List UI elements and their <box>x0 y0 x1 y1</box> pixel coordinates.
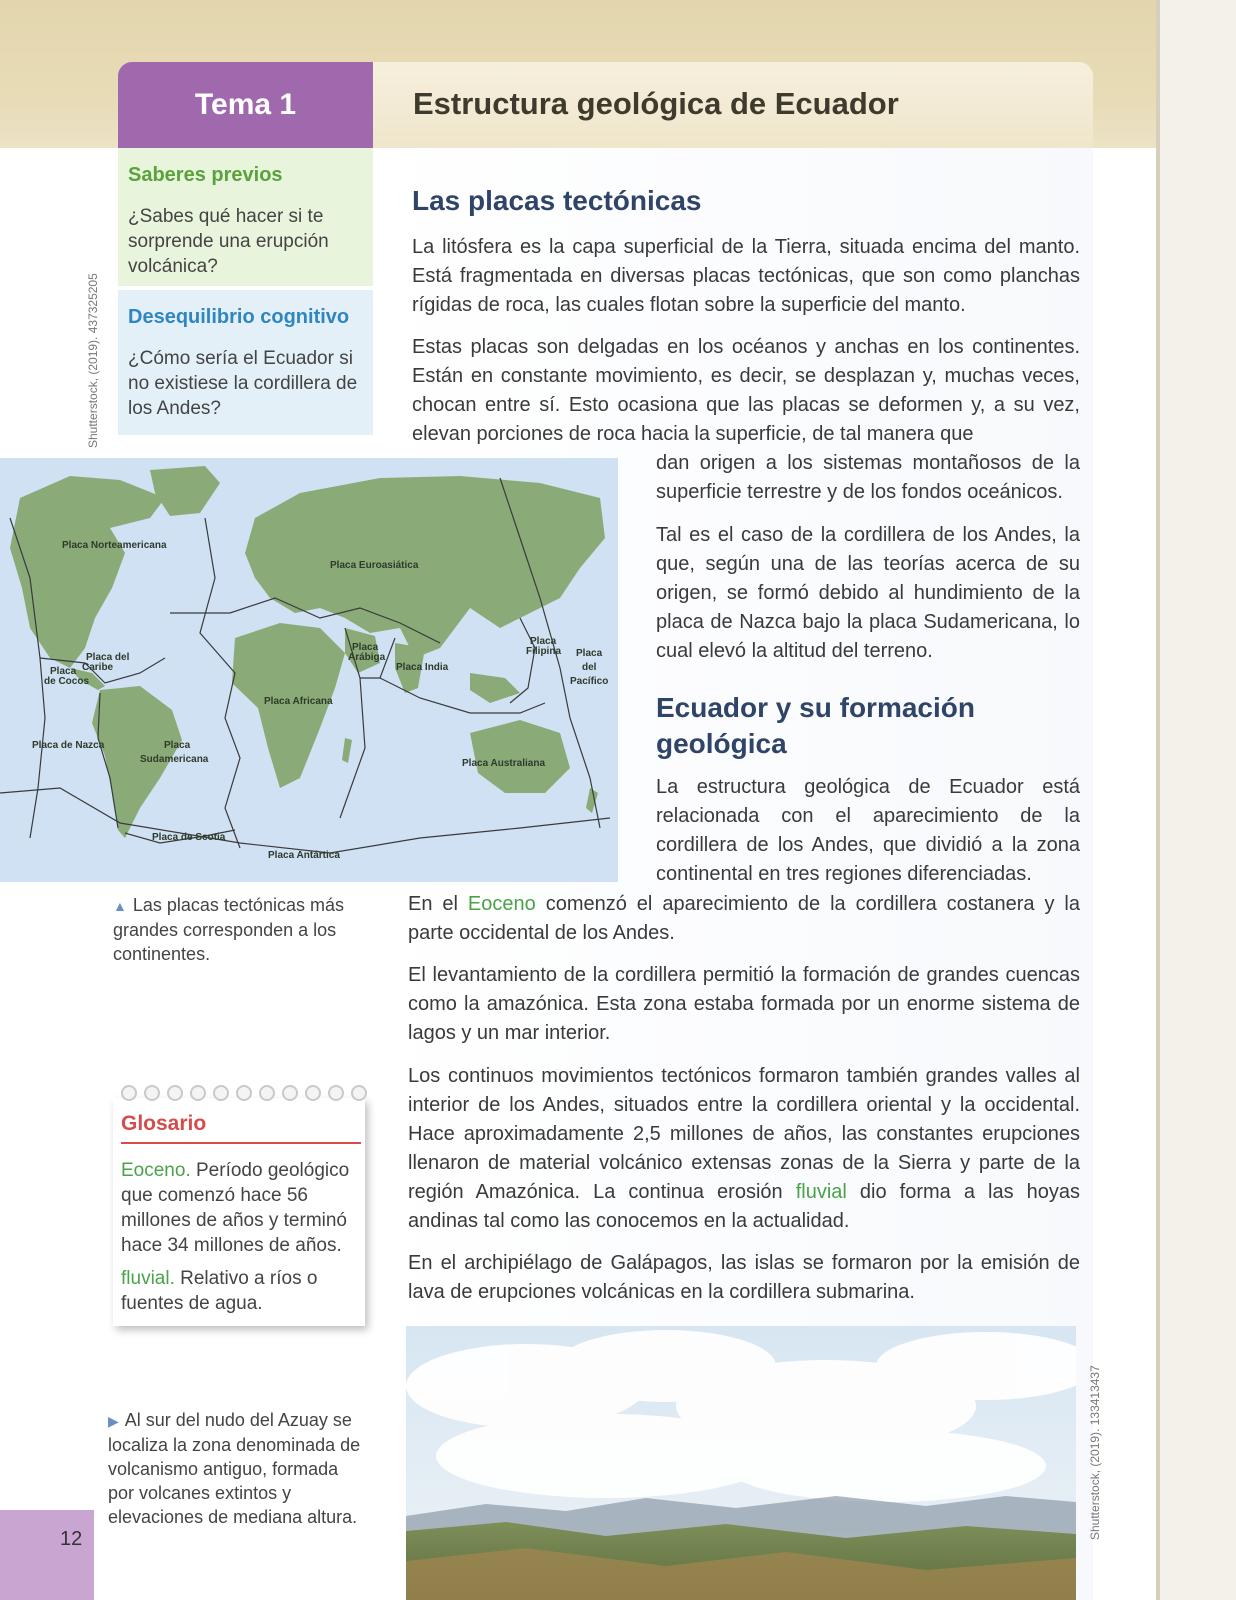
label-placa-pacifico-2: del <box>582 662 597 673</box>
ring <box>305 1085 321 1101</box>
label-placa-india: Placa India <box>396 662 449 673</box>
text-post: comenzó el aparecimiento de la cordillera costanera y la parte occidental de los Andes. <box>408 893 1080 944</box>
label-placa-caribe-2: Caribe <box>82 662 114 673</box>
azuay-caption-text: Al sur del nudo del Azuay se localiza la zona denominada de volcanismo antiguo, formada por volcanes extintos y elevaciones de mediana altura. <box>108 1410 361 1527</box>
ring <box>259 1085 275 1101</box>
saberes-previos-title: Saberes previos <box>128 164 283 186</box>
spiral-rings <box>118 1085 370 1105</box>
ring <box>167 1085 183 1101</box>
map-caption <box>113 893 363 966</box>
ring <box>282 1085 298 1101</box>
desequilibrio-box <box>118 290 373 435</box>
paragraph-galapagos: En el archipiélago de Galápagos, las islas se formaron por la emisión de lava de erupciones volcánicas en la cordillera submarina. <box>408 1252 1080 1303</box>
glosario-entry-eoceno <box>121 1158 359 1258</box>
label-placa-sudamericana-1: Placa <box>164 740 191 751</box>
ring <box>236 1085 252 1101</box>
text-pre: Los continuos movimientos tectónicos formaron también grandes valles al interior de los Andes, situados entre la cordillera oriental y la occidental. Hace aproximadamente 2,5 millones de años, las constantes erupciones llenaron de material volcánico extensas zonas de la Sierra y parte de la región Amazónica. La continua erosión <box>408 1065 1080 1203</box>
glosario-definition: Período geológico que comenzó hace 56 millones de años y terminó hace 34 millones de años. <box>121 1160 350 1256</box>
glosario-term: fluvial. <box>121 1268 175 1289</box>
paragraph-levantamiento: El levantamiento de la cordillera permitió la formación de grandes cuencas como la amazónica. Esta zona estaba formada por un enorme sistema de lagos y un mar interior. <box>408 964 1080 1044</box>
desequilibrio-text: ¿Cómo sería el Ecuador si no existiese la cordillera de los Andes? <box>128 348 358 419</box>
glosario-definition: Relativo a ríos o fuentes de agua. <box>121 1268 318 1314</box>
ring <box>144 1085 160 1101</box>
photo-credit-landscape: Shutterstock, (2019). 133413437 <box>1088 1365 1102 1540</box>
label-placa-cocos-2: de Cocos <box>44 676 90 687</box>
label-placa-arabiga-1: Placa <box>352 642 379 653</box>
label-placa-caribe-1: Placa del <box>86 652 130 663</box>
label-placa-filipina-2: Filipina <box>526 646 561 657</box>
saberes-previos-text: ¿Sabes qué hacer si te sorprende una erupción volcánica? <box>128 206 329 277</box>
ring <box>351 1085 367 1101</box>
label-placa-antartica: Placa Antártica <box>268 850 340 861</box>
glosario-box <box>113 1098 365 1326</box>
map-caption-text: Las placas tectónicas más grandes corresponden a los continentes. <box>113 895 344 964</box>
glosario-term: Eoceno. <box>121 1160 191 1181</box>
section-title-placas: Las placas tectónicas <box>412 185 702 216</box>
section-title-ecuador-line2: geológica <box>656 728 787 759</box>
ring <box>121 1085 137 1101</box>
tectonic-plates-map <box>0 458 618 882</box>
andes-landscape-photo <box>406 1326 1076 1600</box>
glosario-entry-fluvial <box>121 1266 359 1316</box>
paragraph-sistemas-montanosos: dan origen a los sistemas montañosos de la superficie terrestre y de los fondos oceánicos. <box>656 452 1080 503</box>
paragraph-movimientos <box>408 1062 1080 1236</box>
photo-credit-map: Shutterstock, (2019). 437325205 <box>86 273 100 448</box>
paragraph-estructura: La estructura geológica de Ecuador está relacionada con el aparecimiento de la cordillera de los Andes, que dividió a la zona continental en tres regiones diferenciadas. <box>656 776 1080 885</box>
paragraph-placas-movimiento: Estas placas son delgadas en los océanos y anchas en los continentes. Están en constante movimiento, es decir, se desplazan y, muchas veces, chocan entre sí. Esto ocasiona que las placas se deformen y, a su vez, elevan porciones de roca hacia la superficie, de tal manera que <box>412 336 1080 445</box>
right-margin <box>1160 0 1236 1600</box>
triangle-up-icon: ▲ <box>113 898 127 914</box>
section-title-ecuador-line1: Ecuador y su formación <box>656 692 975 723</box>
label-placa-pacifico-1: Placa <box>576 648 603 659</box>
label-placa-arabiga-2: Arábiga <box>348 652 386 663</box>
text-pre: En el <box>408 893 468 915</box>
label-placa-pacifico-3: Pacífico <box>570 676 609 687</box>
term-eoceno: Eoceno <box>467 893 536 915</box>
page-title: Estructura geológica de Ecuador <box>413 86 899 121</box>
ring <box>190 1085 206 1101</box>
page-number-box <box>0 1510 94 1600</box>
label-placa-africana: Placa Africana <box>264 696 333 707</box>
label-placa-sudamericana-2: Sudamericana <box>140 754 209 765</box>
paragraph-eoceno <box>408 890 1080 948</box>
glosario-title: Glosario <box>121 1112 207 1135</box>
ring <box>328 1085 344 1101</box>
page-number: 12 <box>60 1528 83 1550</box>
term-fluvial: fluvial <box>795 1181 847 1203</box>
title-bar <box>373 62 1093 148</box>
paragraph-litosfera: La litósfera es la capa superficial de la Tierra, situada encima del manto. Está fragmentada en diversas placas tectónicas, que son como planchas rígidas de roca, las cuales flotan sobre la superficie del manto. <box>412 236 1080 316</box>
page-edge <box>1156 0 1160 1600</box>
label-placa-nazca: Placa de Nazca <box>32 740 105 751</box>
saberes-previos-box <box>118 148 373 286</box>
section-title-ecuador <box>656 690 975 762</box>
label-placa-australiana: Placa Australiana <box>462 758 546 769</box>
azuay-caption <box>108 1408 368 1529</box>
triangle-right-icon: ▶ <box>108 1413 119 1429</box>
label-placa-norteamericana: Placa Norteamericana <box>62 540 167 551</box>
ring <box>213 1085 229 1101</box>
tema-label: Tema 1 <box>118 62 373 148</box>
label-placa-euroasiatica: Placa Euroasiática <box>330 560 419 571</box>
glosario-divider <box>121 1142 361 1144</box>
desequilibrio-title: Desequilibrio cognitivo <box>128 306 350 328</box>
paragraph-andes: Tal es el caso de la cordillera de los Andes, la que, según una de las teorías acerca de su origen, se formó debido al hundimiento de la placa de Nazca bajo la placa Sudamericana, lo cual elevó la altitud del terreno. <box>656 524 1080 662</box>
text-post: dio forma a las hoyas andinas tal como las conocemos en la actualidad. <box>408 1181 1080 1232</box>
label-placa-scotia: Placa de Scotia <box>152 832 226 843</box>
label-placa-filipina-1: Placa <box>530 636 557 647</box>
label-placa-cocos-1: Placa <box>50 666 77 677</box>
